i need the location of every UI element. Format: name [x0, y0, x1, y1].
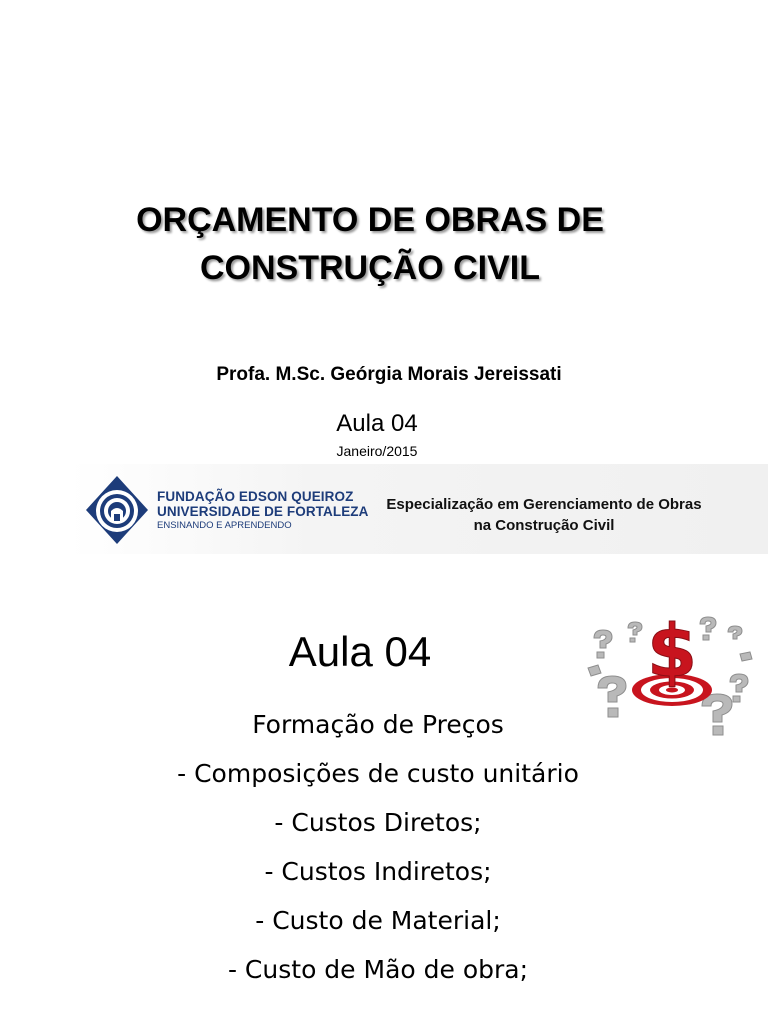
logo-line-3: ENSINANDO E APRENDENDO [157, 520, 292, 531]
topic-item: - Composições de custo unitário [177, 759, 579, 788]
svg-text:$: $ [646, 609, 698, 693]
slide-title [0, 196, 740, 292]
specialization-line-2: na Construção Civil [473, 517, 615, 534]
topic-item: - Custos Indiretos; [264, 857, 492, 886]
topic-list [0, 700, 756, 994]
university-logo-icon [84, 474, 150, 546]
content-slide-title: Aula 04 [288, 628, 432, 675]
topic-item: - Custos Diretos; [274, 808, 482, 837]
university-logo-text [157, 489, 369, 532]
logo-line-1: FUNDAÇÃO EDSON QUEIROZ [157, 489, 354, 504]
topic-item: - Custo de Mão de obra; [227, 955, 529, 984]
specialization-title [366, 494, 722, 536]
lesson-number: Aula 04 [336, 410, 418, 437]
topic-item: Formação de Preços [252, 710, 504, 739]
content-slide [0, 590, 768, 1024]
title-line-1: ORÇAMENTO DE OBRAS DE [136, 201, 604, 239]
specialization-line-1: Especialização em Gerenciamento de Obras [386, 496, 702, 513]
title-line-2: CONSTRUÇÃO CIVIL [200, 249, 540, 287]
topic-item: - Custo de Material; [255, 906, 501, 935]
author-name: Profa. M.Sc. Geórgia Morais Jereissati [216, 364, 562, 385]
logo-line-2: UNIVERSIDADE DE FORTALEZA [157, 504, 369, 519]
lesson-date: Janeiro/2015 [336, 443, 418, 459]
